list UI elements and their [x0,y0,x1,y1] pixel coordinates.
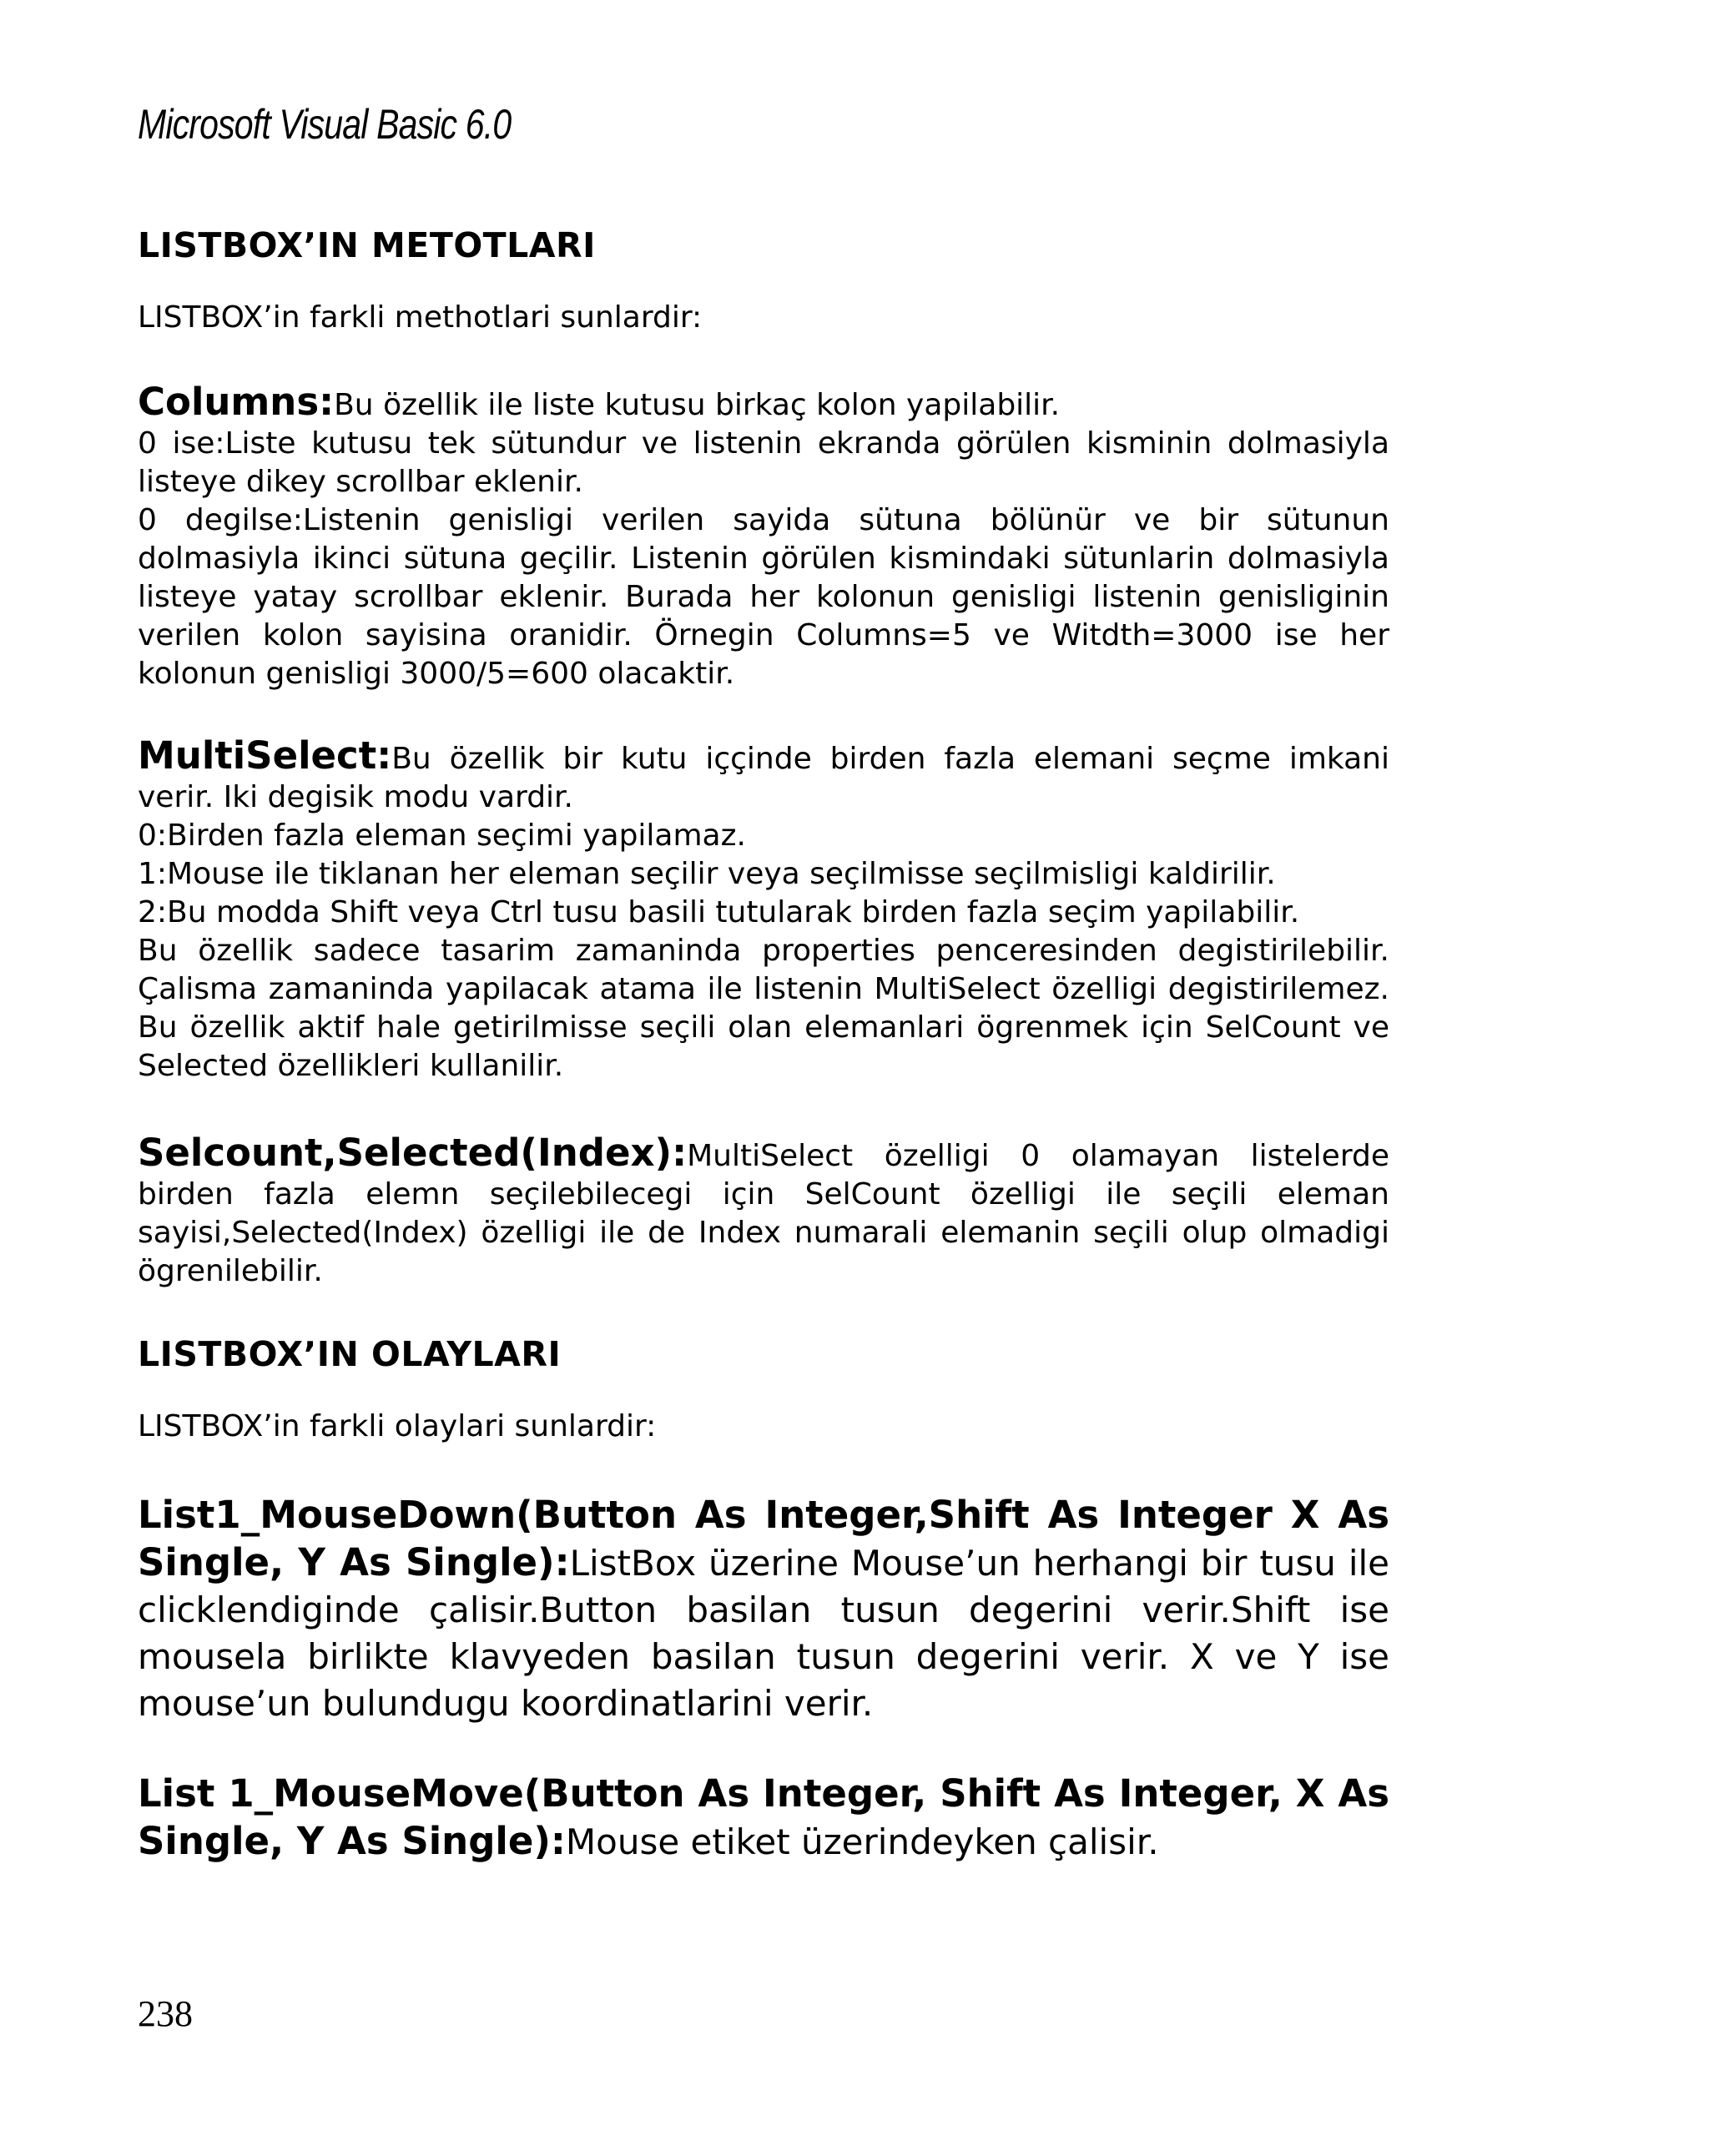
book-title-header: Microsoft Visual Basic 6.0 [138,101,512,148]
mousedown-desc: ListBox üzerine Mouse’un herhangi bir tusu ile clicklendiginde çalisir.Button basilan tusun degerini verir.Shift ise mousela birlikte klavyeden basilan tusun degerini verir. X ve Y ise mouse’un bulundugu koordinatlarini verir. [138,1543,1389,1724]
methods-intro: LISTBOX’in farkli methotlari sunlardir: [138,300,703,335]
multiselect-term: MultiSelect: [138,733,392,778]
selcount-term: Selcount,Selected(Index): [138,1131,688,1175]
columns-line-nonzero: 0 degilse:Listenin genisligi verilen sayida sütuna bölünür ve bir sütunun dolmasiyla ikinci sütuna geçilir. Listenin görülen kismindaki sütunlarin dolmasiyla listeye yatay scrollbar eklenir. Burada her kolonun genisligi listenin genisliginin verilen kolon sayisina oranidir. Örnegin Columns=5 ve Witdth=3000 ise her kolonun genisligi 3000/5=600 olacaktir. [138,503,1389,691]
events-heading: LISTBOX’IN OLAYLARI [138,1334,562,1374]
columns-desc: Bu özellik ile liste kutusu birkaç kolon yapilabilir. [334,388,1061,422]
columns-section [138,380,1389,693]
multiselect-mode-0: 0:Birden fazla eleman seçimi yapilamaz. [138,819,746,853]
mousedown-paragraph [138,1492,1389,1727]
mousedown-section [138,1492,1389,1727]
columns-line-zero: 0 ise:Liste kutusu tek sütundur ve listenin ekranda görülen kisminin dolmasiyla listeye dikey scrollbar eklenir. [138,426,1389,499]
multiselect-desc: Bu özellik bir kutu iççinde birden fazla elemani seçme imkani verir. Iki degisik modu vardir. [138,742,1389,814]
mousemove-section [138,1771,1389,1866]
columns-paragraph [138,380,1389,425]
events-intro: LISTBOX’in farkli olaylari sunlardir: [138,1409,657,1443]
multiselect-mode-2: 2:Bu modda Shift veya Ctrl tusu basili tutularak birden fazla seçim yapilabilir. [138,895,1300,929]
page-content [138,225,1389,1866]
multiselect-note: Bu özellik sadece tasarim zamaninda properties penceresinden degistirilebilir. Çalisma zamaninda yapilacak atama ile listenin MultiSelect özelligi degistirilemez. Bu özellik aktif hale getirilmisse seçili olan elemanlari ögrenmek için SelCount ve Selected özellikleri kullanilir. [138,934,1389,1083]
mousemove-term: List 1_MouseMove(Button As Integer, Shift As Integer, X As Single, Y As Single): [138,1771,1389,1863]
selcount-desc: MultiSelect özelligi 0 olamayan listelerde birden fazla elemn seçilebilecegi için SelCount özelligi ile seçili eleman sayisi,Selected(Index) özelligi ile de Index numarali elemanin seçili olup olmadigi ögrenilebilir. [138,1139,1389,1288]
multiselect-mode-1: 1:Mouse ile tiklanan her eleman seçilir veya seçilmisse seçilmisligi kaldirilir. [138,857,1276,891]
mousedown-term: List1_MouseDown(Button As Integer,Shift As Integer X As Single, Y As Single): [138,1493,1389,1584]
page-number: 238 [138,1993,193,2034]
multiselect-paragraph [138,733,1389,817]
columns-term: Columns: [138,380,335,424]
selcount-paragraph [138,1131,1389,1291]
mousemove-desc: Mouse etiket üzerindeyken çalisir. [565,1821,1159,1862]
methods-heading: LISTBOX’IN METOTLARI [138,225,596,265]
selcount-section [138,1131,1389,1291]
multiselect-section [138,733,1389,1086]
mousemove-paragraph [138,1771,1389,1866]
